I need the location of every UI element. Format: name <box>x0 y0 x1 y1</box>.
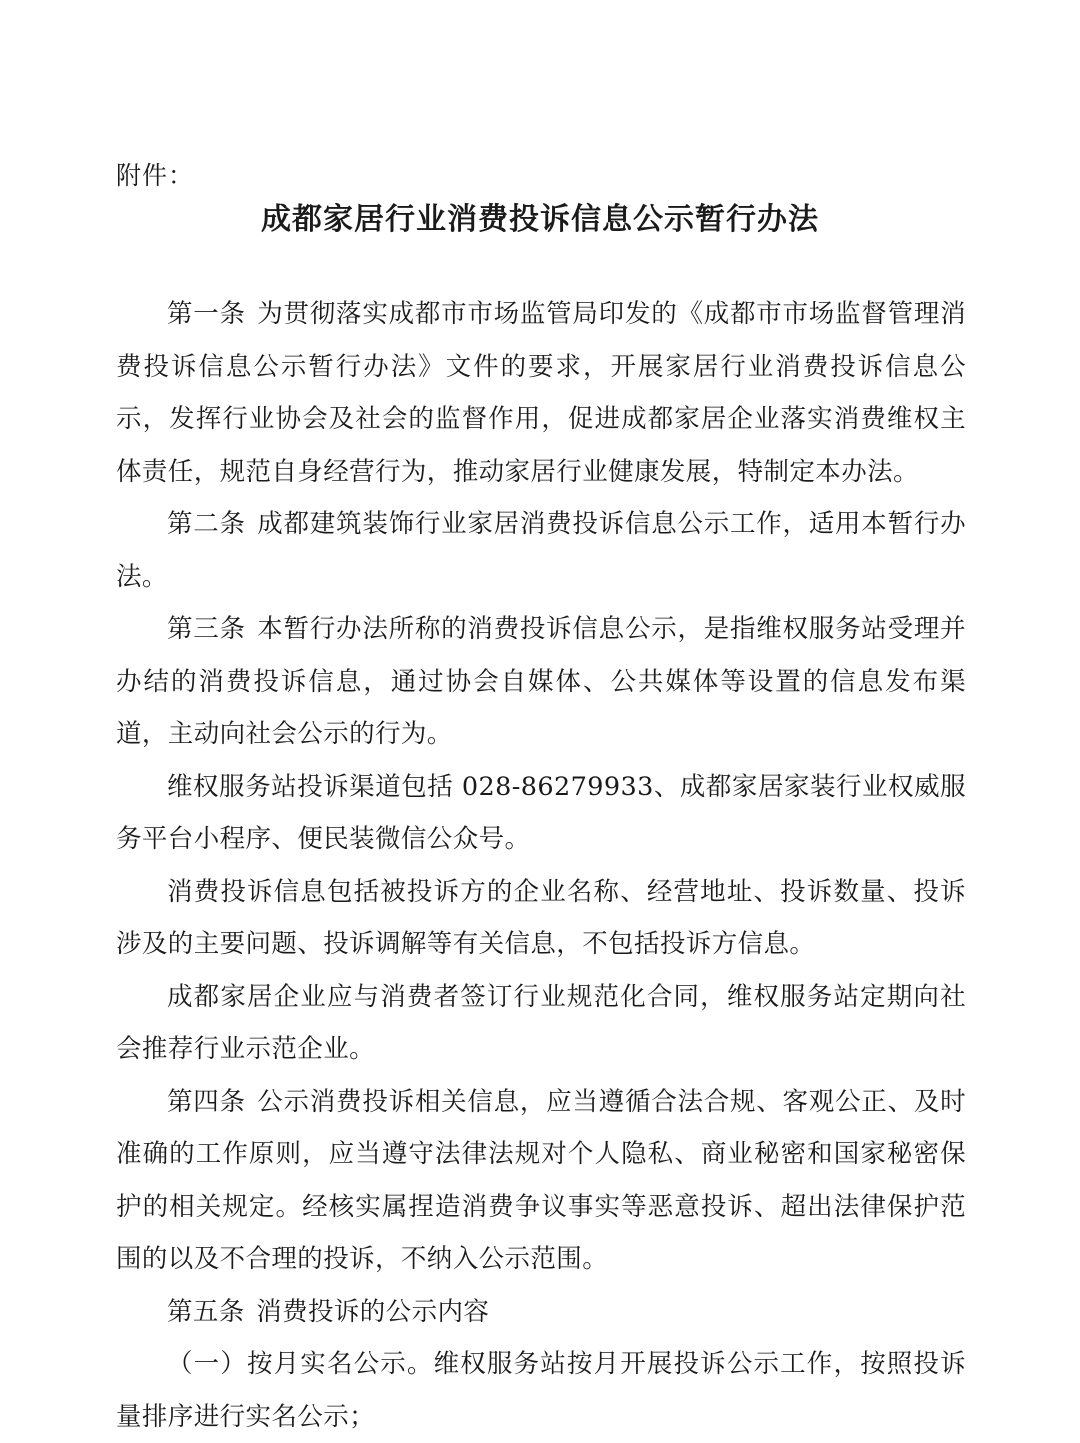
paragraph-text: 成都家居企业应与消费者签订行业规范化合同，维权服务站定期向社会推荐行业示范企业。 <box>116 981 966 1064</box>
paragraph-text: 维权服务站投诉渠道包括 028-86279933、成都家居家装行业权威服务平台小程序、便民装微信公众号。 <box>116 771 966 854</box>
monthly-disclosure-paragraph <box>116 1338 966 1443</box>
paragraph-text: 消费投诉信息包括被投诉方的企业名称、经营地址、投诉数量、投诉涉及的主要问题、投诉调解等有关信息，不包括投诉方信息。 <box>116 876 966 959</box>
article-4-paragraph <box>116 1076 966 1286</box>
complaint-channels-paragraph <box>116 761 966 866</box>
paragraph-text: （一）按月实名公示。维权服务站按月开展投诉公示工作，按照投诉量排序进行实名公示； <box>116 1349 966 1432</box>
paragraph-text: 消费投诉的公示内容 <box>256 1296 490 1327</box>
document-title: 成都家居行业消费投诉信息公示暂行办法 <box>261 202 819 237</box>
article-5-paragraph <box>116 1286 966 1339</box>
article-3-paragraph <box>116 603 966 761</box>
article-1-paragraph <box>116 288 966 498</box>
article-2-paragraph <box>116 498 966 603</box>
document-body <box>116 288 966 1443</box>
article-number: 第二条 <box>167 509 246 539</box>
paragraph-text: 成都建筑装饰行业家居消费投诉信息公示工作，适用本暂行办法。 <box>116 509 966 592</box>
paragraph-text: 公示消费投诉相关信息，应当遵循合法合规、客观公正、及时准确的工作原则，应当遵守法律法规对个人隐私、商业秘密和国家秘密保护的相关规定。经核实属捏造消费争议事实等恶意投诉、超出法律保护范围的以及不合理的投诉，不纳入公示范围。 <box>116 1086 966 1274</box>
paragraph-text: 本暂行办法所称的消费投诉信息公示，是指维权服务站受理并办结的消费投诉信息，通过协会自媒体、公共媒体等设置的信息发布渠道，主动向社会公示的行为。 <box>116 614 966 749</box>
article-number: 第四条 <box>167 1086 246 1117</box>
article-number: 第三条 <box>167 614 246 644</box>
contract-paragraph <box>116 971 966 1076</box>
article-number: 第五条 <box>167 1296 245 1327</box>
complaint-info-paragraph <box>116 866 966 971</box>
article-number: 第一条 <box>167 299 246 329</box>
paragraph-text: 为贯彻落实成都市市场监管局印发的《成都市市场监督管理消费投诉信息公示暂行办法》文件的要求，开展家居行业消费投诉信息公示，发挥行业协会及社会的监督作用，促进成都家居企业落实消费维权主体责任，规范自身经营行为，推动家居行业健康发展，特制定本办法。 <box>116 299 966 487</box>
attachment-label: 附件： <box>116 161 195 190</box>
